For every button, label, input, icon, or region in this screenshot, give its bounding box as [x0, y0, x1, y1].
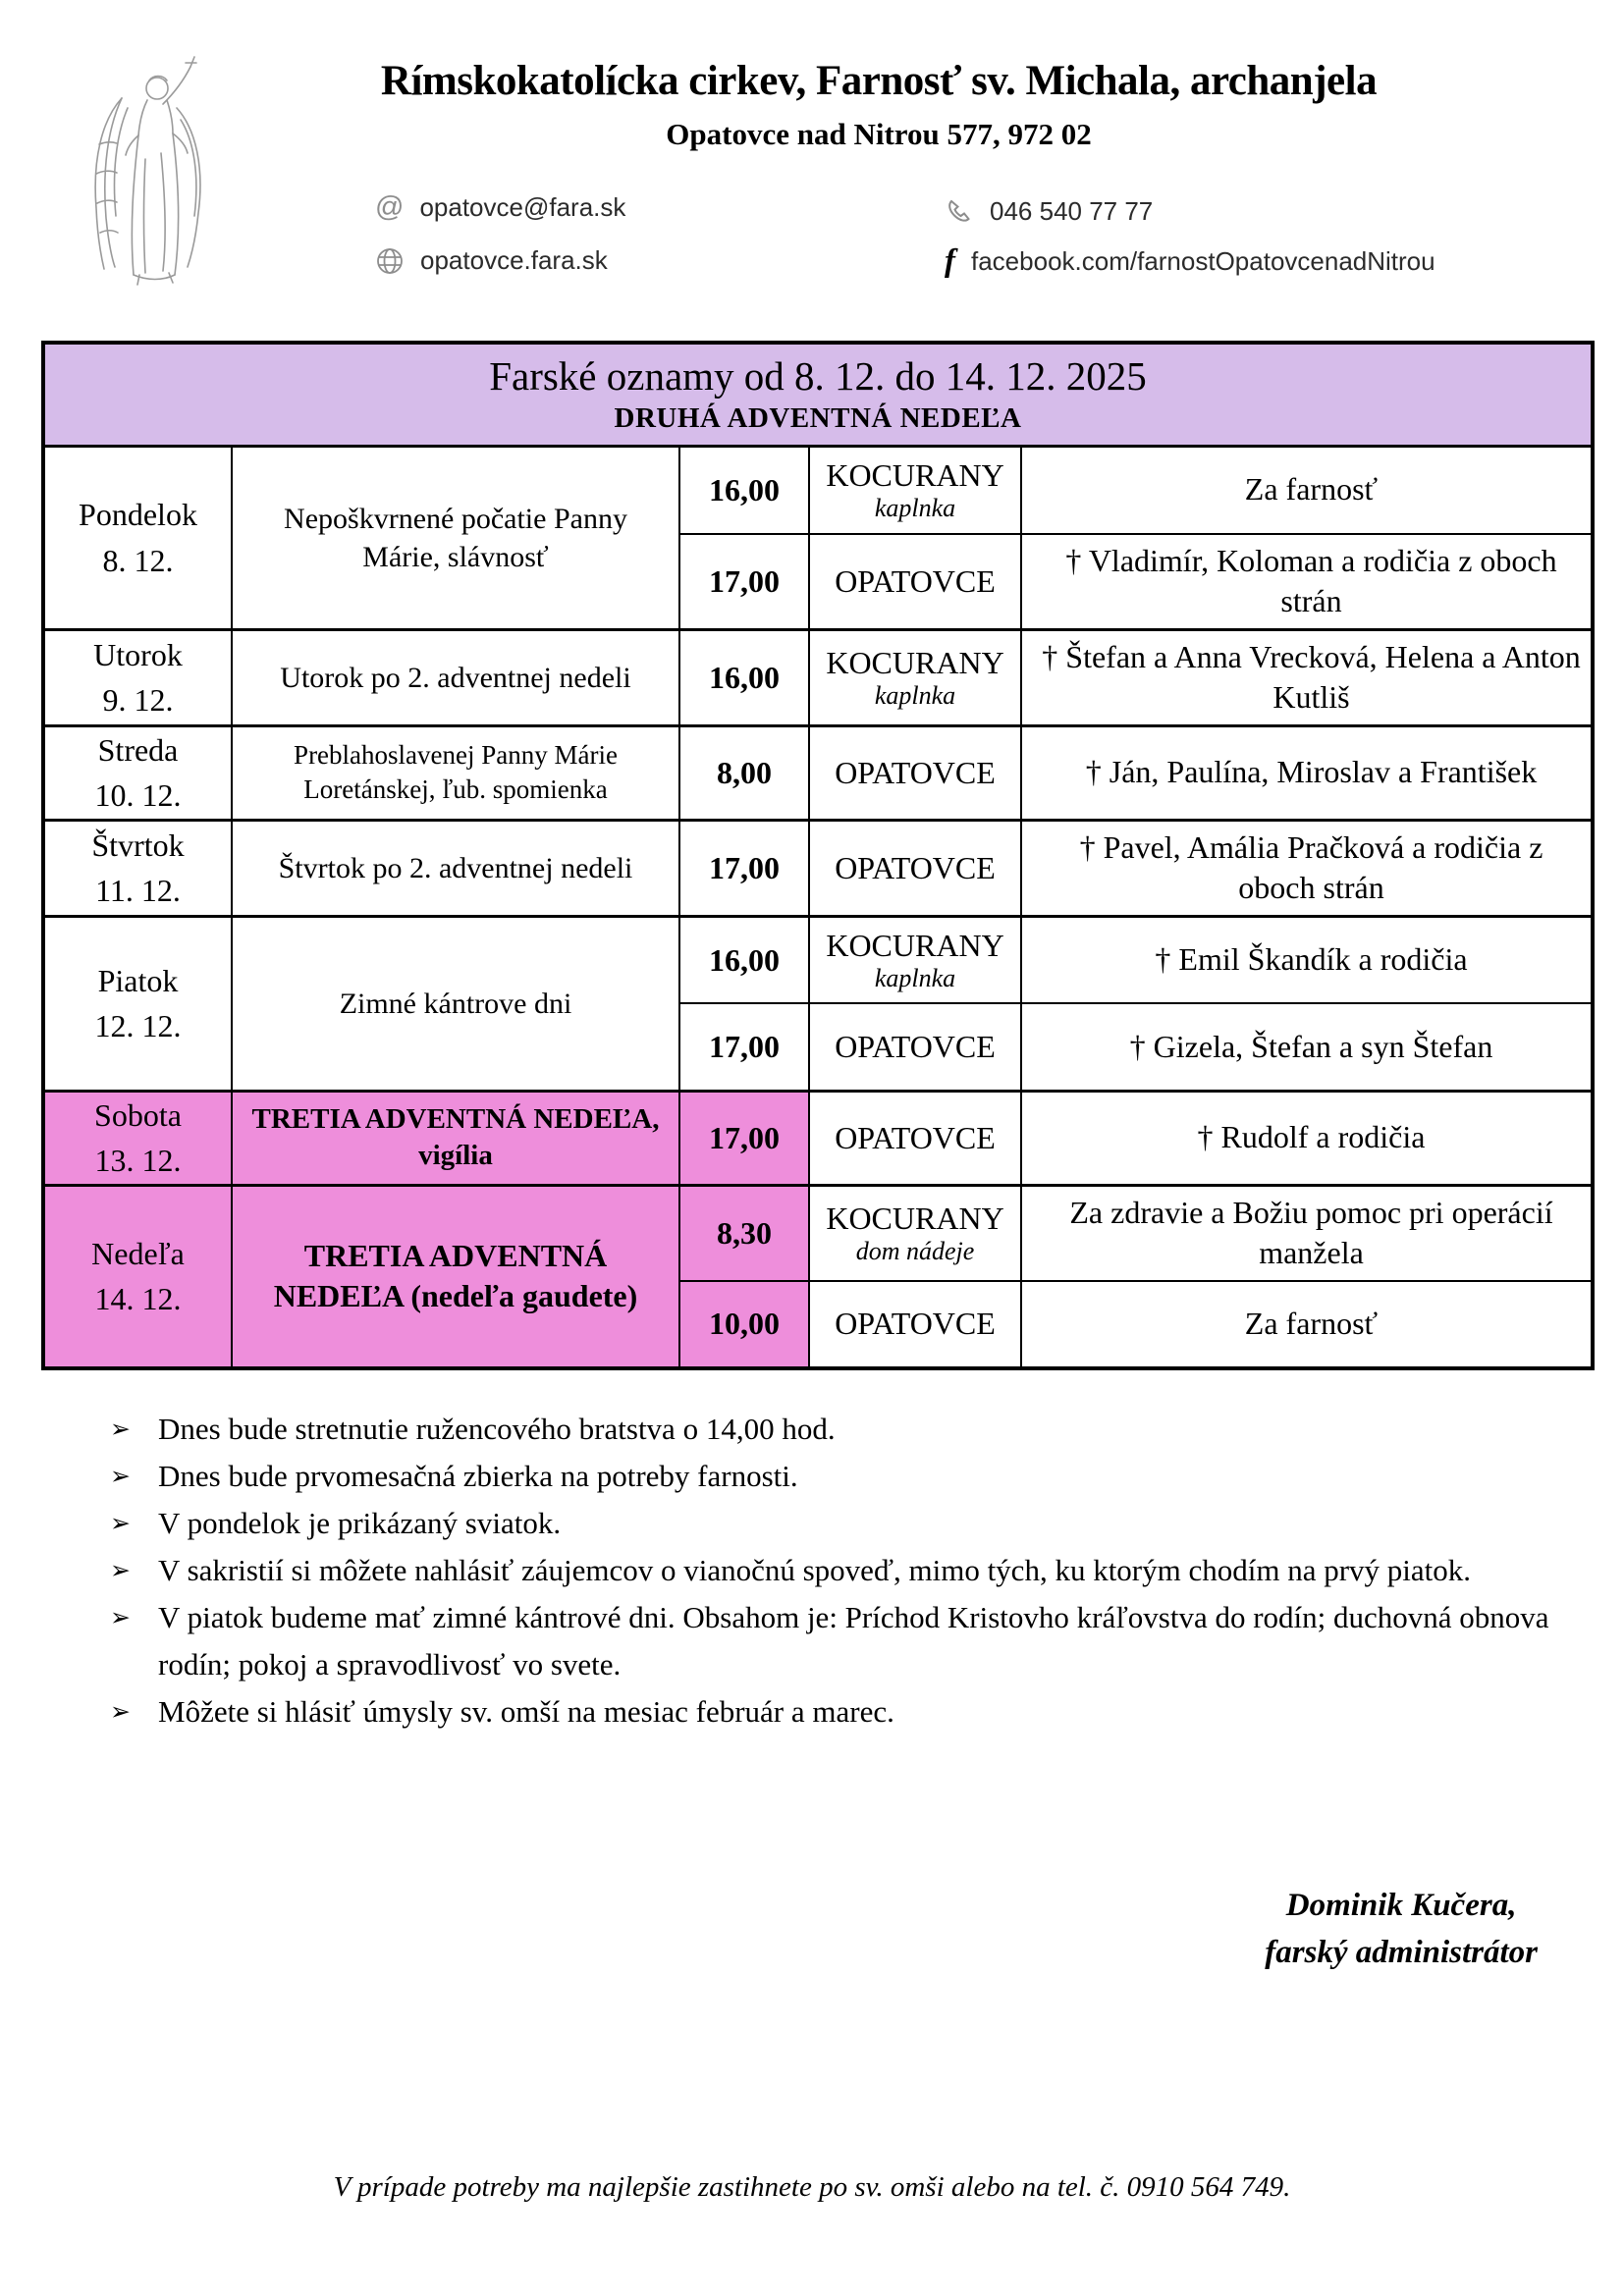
footer-note: V prípade potreby ma najlepšie zastihnete po sv. omši alebo na tel. č. 0910 564 749. [333, 2171, 1291, 2203]
bullet-arrow-icon: ➢ [110, 1509, 131, 1537]
intention-cell: † Emil Škandík a rodičia [1021, 916, 1593, 1003]
place-cell [809, 916, 1021, 1003]
place-cell [809, 1003, 1021, 1091]
announcement-text: V sakristií si môžete nahlásiť záujemcov o vianočnú spoveď, mimo tých, ku ktorým chodím na prvý piatok. [158, 1553, 1472, 1587]
place-name: KOCURANY [826, 1200, 1004, 1236]
day-name: Streda [97, 731, 179, 768]
intention-cell: Za zdravie a Božiu pomoc pri operácií manžela [1021, 1185, 1593, 1281]
list-item [110, 1406, 1583, 1453]
at-icon: @ [375, 191, 405, 223]
website-text: opatovce.fara.sk [420, 245, 608, 275]
bullet-arrow-icon: ➢ [110, 1556, 131, 1584]
list-item [110, 1594, 1583, 1688]
intention-cell: † Štefan a Anna Vrecková, Helena a Anton Kutliš [1021, 629, 1593, 725]
announcement-list [110, 1406, 1583, 1735]
place-name: OPATOVCE [835, 754, 996, 790]
day-date: 14. 12. [94, 1281, 182, 1317]
table-row [43, 629, 1593, 725]
time-cell: 16,00 [679, 629, 809, 725]
place-cell [809, 1281, 1021, 1368]
announcement-text: Môžete si hlásiť úmysly sv. omší na mesiac február a marec. [158, 1694, 894, 1729]
place-cell [809, 820, 1021, 916]
place-sub: kaplnka [874, 963, 956, 992]
intention-cell: † Rudolf a rodičia [1021, 1091, 1593, 1185]
time-cell: 8,30 [679, 1185, 809, 1281]
day-name: Nedeľa [91, 1235, 185, 1271]
bullet-arrow-icon: ➢ [110, 1462, 131, 1490]
time-cell: 8,00 [679, 725, 809, 820]
mass-schedule [41, 341, 1595, 1370]
day-name: Pondelok [79, 497, 197, 533]
contact-website [375, 245, 608, 276]
place-name: OPATOVCE [835, 1029, 996, 1065]
parish-title: Rímskokatolícka cirkev, Farnosť sv. Michala, archanjela [380, 58, 1378, 104]
place-name: KOCURANY [826, 644, 1004, 680]
phone-icon [945, 197, 974, 227]
day-date: 10. 12. [94, 777, 182, 814]
facebook-icon: f [945, 243, 955, 279]
day-name: Utorok [93, 636, 183, 672]
contact-facebook [945, 245, 1435, 278]
signature-block [1265, 1883, 1538, 1977]
bullet-arrow-icon: ➢ [110, 1603, 131, 1631]
place-cell [809, 629, 1021, 725]
time-cell: 17,00 [679, 534, 809, 630]
time-cell: 16,00 [679, 447, 809, 534]
table-row [43, 725, 1593, 820]
intention-cell: Za farnosť [1021, 447, 1593, 534]
day-date: 8. 12. [102, 542, 174, 578]
administrator-role: farský administrátor [1265, 1934, 1538, 1970]
table-row [43, 1091, 1593, 1185]
table-header [43, 343, 1593, 447]
day-date: 13. 12. [94, 1143, 182, 1179]
place-sub: kaplnka [874, 493, 956, 522]
place-cell [809, 534, 1021, 630]
description-cell: Utorok po 2. adventnej nedeli [232, 629, 679, 725]
day-date: 12. 12. [94, 1008, 182, 1044]
place-sub: dom nádeje [855, 1236, 975, 1265]
time-cell: 17,00 [679, 1003, 809, 1091]
day-cell [43, 725, 232, 820]
list-item [110, 1688, 1583, 1735]
place-name: OPATOVCE [835, 1119, 996, 1155]
day-cell [43, 916, 232, 1091]
place-name: OPATOVCE [835, 849, 996, 885]
table-title: Farské oznamy od 8. 12. do 14. 12. 2025 [489, 353, 1147, 399]
day-name: Piatok [97, 962, 179, 998]
announcement-text: V pondelok je prikázaný sviatok. [158, 1506, 562, 1540]
place-cell [809, 725, 1021, 820]
time-cell: 17,00 [679, 820, 809, 916]
announcement-text: Dnes bude prvomesačná zbierka na potreby farnosti. [158, 1459, 798, 1493]
place-cell [809, 1185, 1021, 1281]
intention-cell: † Pavel, Amália Pračková a rodičia z oboch strán [1021, 820, 1593, 916]
email-text: opatovce@fara.sk [419, 192, 626, 222]
day-cell [43, 447, 232, 630]
list-item [110, 1453, 1583, 1500]
letterhead [177, 57, 1581, 152]
description-cell: Preblahoslavenej Panny Márie Loretánskej, ľub. spomienka [232, 725, 679, 820]
list-item [110, 1547, 1583, 1594]
parish-address: Opatovce nad Nitrou 577, 972 02 [666, 117, 1092, 151]
description-cell: Zimné kántrove dni [232, 916, 679, 1091]
description-cell: Nepoškvrnené počatie Panny Márie, slávnosť [232, 447, 679, 630]
day-cell [43, 1091, 232, 1185]
phone-text: 046 540 77 77 [990, 196, 1154, 226]
bullet-arrow-icon: ➢ [110, 1415, 131, 1443]
description-cell: Štvrtok po 2. adventnej nedeli [232, 820, 679, 916]
table-row [43, 1185, 1593, 1281]
place-name: OPATOVCE [835, 562, 996, 599]
intention-cell: † Gizela, Štefan a syn Štefan [1021, 1003, 1593, 1091]
table-row [43, 820, 1593, 916]
day-date: 9. 12. [102, 682, 174, 719]
time-cell: 17,00 [679, 1091, 809, 1185]
place-cell [809, 1091, 1021, 1185]
day-cell [43, 820, 232, 916]
description-cell: TRETIA ADVENTNÁ NEDEĽA, vigília [232, 1091, 679, 1185]
bullet-arrow-icon: ➢ [110, 1697, 131, 1726]
intention-cell: Za farnosť [1021, 1281, 1593, 1368]
facebook-text: facebook.com/farnostOpatovcenadNitrou [971, 246, 1435, 276]
table-subtitle: DRUHÁ ADVENTNÁ NEDEĽA [614, 402, 1022, 434]
globe-icon [375, 246, 405, 276]
intention-cell: † Ján, Paulína, Miroslav a František [1021, 725, 1593, 820]
table-row [43, 447, 1593, 534]
administrator-name: Dominik Kučera, [1285, 1888, 1517, 1923]
place-name: KOCURANY [826, 456, 1004, 493]
announcement-text: Dnes bude stretnutie ružencového bratstva o 14,00 hod. [158, 1412, 836, 1446]
day-date: 11. 12. [95, 873, 181, 909]
day-name: Štvrtok [91, 827, 185, 863]
place-cell [809, 447, 1021, 534]
contact-phone [945, 196, 1153, 227]
place-name: OPATOVCE [835, 1306, 996, 1342]
intention-cell: † Vladimír, Koloman a rodičia z oboch strán [1021, 534, 1593, 630]
day-cell [43, 629, 232, 725]
day-name: Sobota [94, 1096, 182, 1133]
place-sub: kaplnka [874, 680, 956, 710]
list-item [110, 1500, 1583, 1547]
table-row [43, 916, 1593, 1003]
description-cell: TRETIA ADVENTNÁ NEDEĽA (nedeľa gaudete) [232, 1185, 679, 1368]
announcement-text: V piatok budeme mať zimné kántrové dni. Obsahom je: Príchod Kristovho kráľovstva do rodín; duchovná obnova rodín; pokoj a spravodlivosť vo svete. [158, 1600, 1549, 1682]
contact-email [375, 192, 625, 223]
time-cell: 10,00 [679, 1281, 809, 1368]
day-cell [43, 1185, 232, 1368]
time-cell: 16,00 [679, 916, 809, 1003]
place-name: KOCURANY [826, 927, 1004, 963]
mass-schedule-table [41, 341, 1595, 1370]
